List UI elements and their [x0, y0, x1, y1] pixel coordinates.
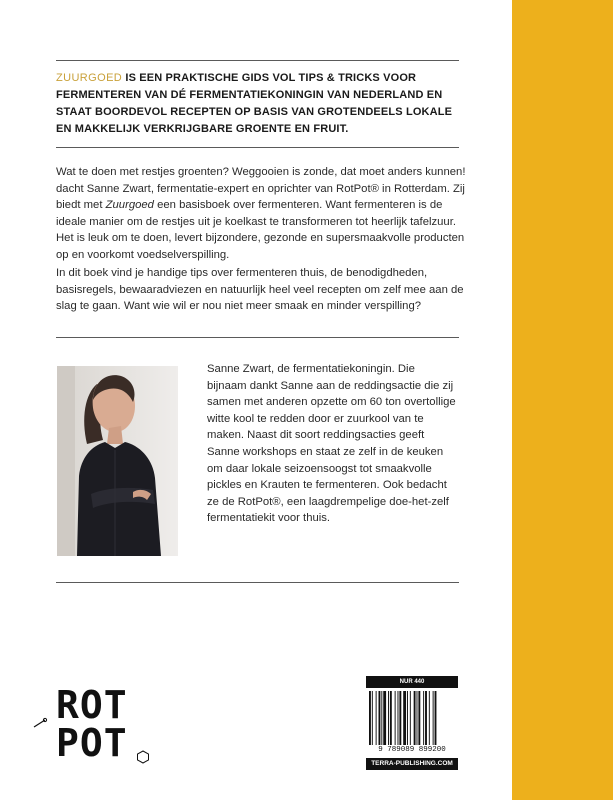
logo-line-pot: POT	[56, 721, 128, 765]
description-paragraph-2: In dit boek vind je handige tips over fermenteren thuis, de benodigdheden, basisregels, bewaaradviezen en natuurlijk heel veel recepten om zelf mee aan de slag te gaan. Want wie wil er nou niet meer smaak en minder verspilling?	[56, 267, 464, 313]
bottom-divider	[56, 582, 459, 583]
logo-line-rot: ROT	[56, 683, 128, 727]
intro-heading	[56, 70, 466, 138]
jar-bubble-icon	[136, 750, 150, 764]
para1-text-end: een basisboek over fermenteren. Want fermenteren is de ideale manier om de restjes uit je koelkast te transformeren tot heerlijk tafelzuur. Het is leuk om te doen, levert bijzondere, gezonde en supersmaakvolle producten op en voorkomt voedselverspilling.	[56, 199, 465, 261]
yellow-side-band	[512, 0, 613, 800]
barcode-block	[366, 676, 458, 770]
sprout-icon	[32, 717, 48, 729]
book-title-word: ZUURGOED	[56, 72, 123, 84]
intro-divider	[56, 147, 459, 148]
author-photo	[57, 366, 178, 556]
barcode-bars	[368, 691, 456, 745]
middle-divider	[56, 337, 459, 338]
top-divider	[56, 60, 459, 61]
nur-code: NUR 440	[366, 676, 458, 688]
rotpot-logo	[52, 684, 162, 764]
description-paragraph-1	[56, 164, 466, 264]
isbn-number: 9 789089 899200	[378, 746, 446, 754]
para1-text-start: Wat te doen met restjes groenten? Weggooien is zonde, dat moet anders kunnen! dacht Sanne Zwart, fermentatie-expert en oprichter van RotPot® in Rotterdam. Zij biedt met	[56, 166, 466, 212]
author-bio: Sanne Zwart, de fermentatiekoningin. Die bijnaam dankt Sanne aan de reddingsactie die zij samen met anderen opzette om 60 ton overtollige witte kool te redden door er zuurkool van te maken. Naast dit soort reddingsacties geeft Sanne workshops en staat ze zelf in de keuken om daar lokale seizoensoogst tot smaakvolle pickles en Krauten te fermenteren. Ook bedacht ze de RotPot®, een laagdrempelige doe-het-zelf fermentatiekit voor thuis.	[207, 363, 456, 525]
publisher-url: TERRA-PUBLISHING.COM	[366, 758, 458, 770]
para1-book-title: Zuurgoed	[105, 199, 154, 212]
intro-text: IS EEN PRAKTISCHE GIDS VOL TIPS & TRICKS VOOR FERMENTEREN VAN DÉ FERMENTATIEKONINGIN VAN NEDERLAND EN STAAT BOORDEVOL RECEPTEN OP BASIS VAN GROTENDEELS LOKALE EN MAKKELIJK VERKRIJGBARE GROENTE EN FRUIT.	[56, 72, 453, 135]
